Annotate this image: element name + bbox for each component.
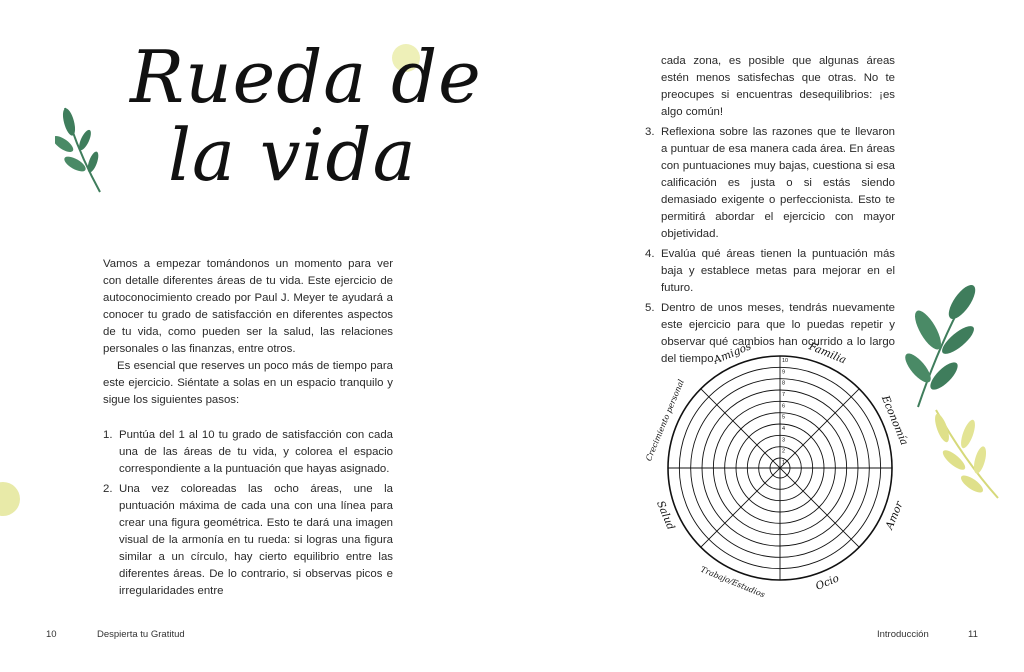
list-item xyxy=(103,481,393,600)
wheel-scale-label: 4 xyxy=(782,426,786,432)
step-text: Puntúa del 1 al 10 tu grado de satisfacción con cada una de las áreas de tu vida, y colorea el espacio correspondiente a la puntuación que hayas asignado. xyxy=(119,429,393,475)
wheel-scale-label: 1 xyxy=(782,460,786,466)
wheel-scale-label: 6 xyxy=(782,403,786,410)
step-text: Evalúa qué áreas tienen la puntuación más baja y establece metas para mejorar en el futuro. xyxy=(661,248,895,294)
left-body xyxy=(103,256,393,603)
wheel-scale-label: 10 xyxy=(782,358,789,364)
step-number: 4. xyxy=(645,248,655,260)
section-name: Introducción xyxy=(877,629,929,640)
page-number-left: 10 xyxy=(46,629,57,640)
wheel-scale-label: 5 xyxy=(782,414,786,421)
yellow-leaf-branch-icon xyxy=(928,404,1004,504)
wheel-area-label: Familia xyxy=(807,340,848,367)
wheel-scale-label: 9 xyxy=(782,369,786,376)
step-number: 5. xyxy=(645,302,655,314)
step-text: Dentro de unos meses, tendrás nuevamente este ejercicio para que lo puedas repetir y observar qué cambios han ocurrido a lo largo del tiempo. xyxy=(661,302,895,365)
page-number-right: 11 xyxy=(968,629,978,640)
step-number: 3. xyxy=(645,126,655,138)
wheel-scale-label: 3 xyxy=(782,437,786,444)
list-item xyxy=(645,246,895,297)
wheel-area-label: Amor xyxy=(883,499,906,532)
step-text: Una vez coloreadas las ocho áreas, une la puntuación máxima de cada una con una línea para crear una figura geométrica. Esto te dará una imagen visual de la armonía en tu rueda: si logras una figura similar a un círculo, hay cierto equilibrio entre las diferentes áreas. De lo contrario, si observas picos e irregularidades entre xyxy=(119,483,393,597)
steps-list-left xyxy=(103,427,393,600)
wheel-scale-label: 8 xyxy=(782,380,786,387)
step-text: Reflexiona sobre las razones que te llevaron a puntuar de esa manera cada área. En áreas con puntuaciones muy bajas, cuestiona si esa calificación es justa o si estás siendo demasiado exigente o perfeccionista. Esto te permitirá abordar el ejercicio con mayor objetividad. xyxy=(661,126,895,240)
book-title: Despierta tu Gratitud xyxy=(97,629,185,640)
wheel-area-label: Amigos xyxy=(712,340,754,367)
continuation-text: cada zona, es posible que algunas áreas estén menos satisfechas que otras. No te preocupes si encuentras desequilibrios: ¡es algo común! xyxy=(661,55,895,118)
right-body xyxy=(645,53,895,371)
list-item xyxy=(645,53,895,121)
wheel-area-label: Salud xyxy=(654,499,677,532)
list-item xyxy=(645,124,895,243)
page-title xyxy=(130,35,482,197)
title-line-1: Rueda de xyxy=(130,35,482,119)
wheel-area-label: Economía xyxy=(878,393,911,448)
wheel-of-life xyxy=(640,336,920,616)
wheel-area-label: Trabajo/Estudios xyxy=(699,564,767,600)
second-paragraph: Es esencial que reserves un poco más de tiempo para este ejercicio. Siéntate a solas en un espacio tranquilo y sigue los siguientes pasos: xyxy=(103,360,393,406)
wheel-scale-label: 7 xyxy=(782,392,786,398)
steps-list-right xyxy=(645,53,895,368)
leaf-sprig-icon xyxy=(55,100,110,200)
step-number: 1. xyxy=(103,429,113,441)
wheel-area-label: Ocio xyxy=(813,572,841,593)
wheel-scale-label: 2 xyxy=(782,448,786,455)
title-line-2: la vida xyxy=(168,113,417,197)
intro-paragraph: Vamos a empezar tomándonos un momento para ver con detalle diferentes áreas de tu vida. Este ejercicio de autoconocimiento creado por Paul J. Meyer te ayudará a conocer tu grado de satisfacción en diferentes aspectos de tu vida, como pueden ser la salud, las relaciones personales o las finanzas, entre otros. xyxy=(103,258,393,355)
step-number: 2. xyxy=(103,483,113,495)
list-item xyxy=(103,427,393,478)
wheel-area-label: Crecimiento personal xyxy=(644,378,686,463)
yellow-dot-icon xyxy=(0,482,20,516)
